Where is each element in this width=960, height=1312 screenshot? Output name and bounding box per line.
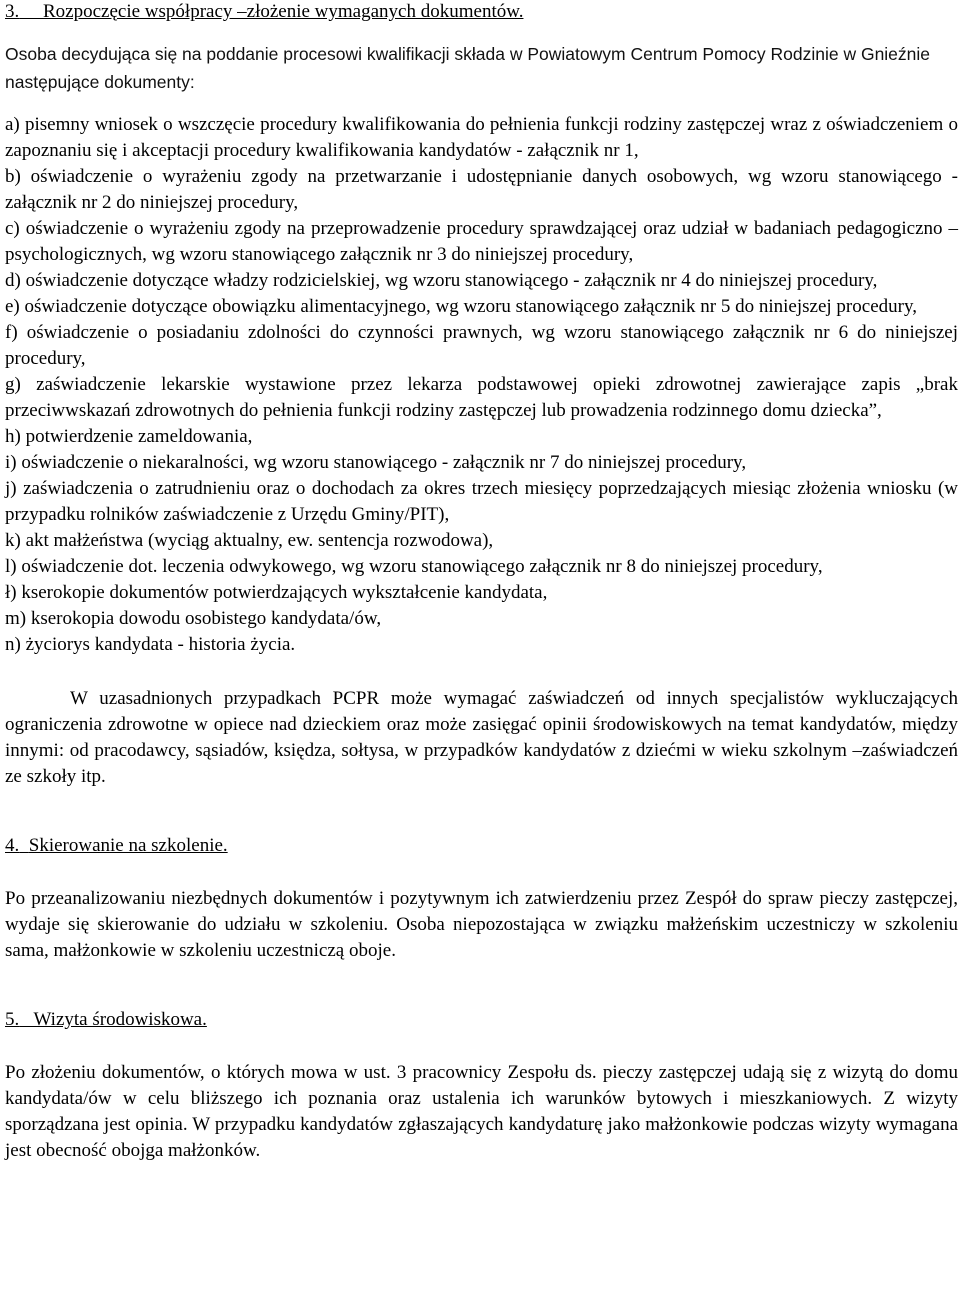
list-item-l-stroke: ł) kserokopie dokumentów potwierdzających wykształcenie kandydata, — [5, 582, 548, 603]
section-3-title: Rozpoczęcie współpracy –złożenie wymaganych dokumentów. — [43, 1, 524, 22]
section-4-body: Po przeanalizowaniu niezbędnych dokumentów i pozytywnym ich zatwierdzeniu przez Zespół do spraw pieczy zastępczej, wydaje się skierowanie do udziału w szkoleniu. Osoba niepozostająca w związku małżeńskim uczestniczy w szkoleniu sama, małżonkowie w szkoleniu uczestniczą oboje. — [5, 888, 958, 961]
list-item-a: a) pisemny wniosek o wszczęcie procedury kwalifikowania do pełnienia funkcji rodziny zastępczej wraz z oświadczeniem o zapoznaniu się i akceptacji procedury kwalifikowania kandydatów - załącznik nr 1, — [5, 114, 958, 161]
document-page — [5, 0, 958, 1164]
list-item-d: d) oświadczenie dotyczące władzy rodzicielskiej, wg wzoru stanowiącego - załącznik nr 4 do niniejszej procedury, — [5, 270, 878, 291]
section-4-number: 4. — [5, 835, 20, 856]
section-3-heading — [5, 0, 958, 24]
list-item-j: j) zaświadczenia o zatrudnieniu oraz o dochodach za okres trzech miesięcy poprzedzających miesiąc złożenia wniosku (w przypadku rolników zaświadczenie z Urzędu Gminy/PIT), — [5, 478, 958, 525]
section-5-body: Po złożeniu dokumentów, o których mowa w ust. 3 pracownicy Zespołu ds. pieczy zastępczej udają się z wizytą do domu kandydata/ów w celu bliższego ich poznania oraz ustalenia ich warunków bytowych i mieszkaniowych. Z wizyty sporządzana jest opinia. W przypadku kandydatów zgłaszających kandydaturę jako małżonkowie podczas wizyty wymagana jest obecność obojga małżonków. — [5, 1062, 958, 1161]
document-list — [5, 112, 958, 658]
list-item-i: i) oświadczenie o niekaralności, wg wzoru stanowiącego - załącznik nr 7 do niniejszej procedury, — [5, 452, 747, 473]
list-item-b: b) oświadczenie o wyrażeniu zgody na przetwarzanie i udostępnianie danych osobowych, wg wzoru stanowiącego - załącznik nr 2 do niniejszej procedury, — [5, 166, 958, 213]
list-item-e: e) oświadczenie dotyczące obowiązku alimentacyjnego, wg wzoru stanowiącego załącznik nr 5 do niniejszej procedury, — [5, 296, 917, 317]
list-item-n: n) życiorys kandydata - historia życia. — [5, 634, 296, 655]
section-3-intro: Osoba decydująca się na poddanie procesowi kwalifikacji składa w Powiatowym Centrum Pomocy Rodzinie w Gnieźnie następujące dokumenty: — [5, 44, 931, 92]
section-4-title: Skierowanie na szkolenie. — [28, 835, 228, 856]
section-3-closing: W uzasadnionych przypadkach PCPR może wymagać zaświadczeń od innych specjalistów wykluczających ograniczenia zdrowotne w opiece nad dzieckiem oraz może zasięgać opinii środowiskowych na temat kandydatów, między innymi: od pracodawcy, sąsiadów, księdza, sołtysa, w przypadków kandydatów z dziećmi w wieku szkolnym –zaświadczeń ze szkoły itp. — [5, 688, 958, 787]
list-item-l: l) oświadczenie dot. leczenia odwykowego, wg wzoru stanowiącego załącznik nr 8 do niniejszej procedury, — [5, 556, 823, 577]
section-5-heading — [5, 1008, 958, 1032]
section-5-number: 5. — [5, 1009, 20, 1030]
list-item-g: g) zaświadczenie lekarskie wystawione przez lekarza podstawowej opieki zdrowotnej zawierające zapis „brak przeciwwskazań zdrowotnych do pełnienia funkcji rodziny zastępczej lub prowadzenia rodzinnego domu dziecka”, — [5, 374, 958, 421]
section-3-number: 3. — [5, 1, 20, 22]
list-item-f: f) oświadczenie o posiadaniu zdolności do czynności prawnych, wg wzoru stanowiącego załącznik nr 6 do niniejszej procedury, — [5, 322, 958, 369]
list-item-k: k) akt małżeństwa (wyciąg aktualny, ew. sentencja rozwodowa), — [5, 530, 494, 551]
list-item-m: m) kserokopia dowodu osobistego kandydata/ów, — [5, 608, 382, 629]
list-item-h: h) potwierdzenie zameldowania, — [5, 426, 253, 447]
section-4-heading — [5, 834, 958, 858]
list-item-c: c) oświadczenie o wyrażeniu zgody na przeprowadzenie procedury sprawdzającej oraz udział w badaniach pedagogiczno – psychologicznych, wg wzoru stanowiącego załącznik nr 3 do niniejszej procedury, — [5, 218, 958, 265]
section-5-title: Wizyta środowiskowa. — [33, 1009, 207, 1030]
